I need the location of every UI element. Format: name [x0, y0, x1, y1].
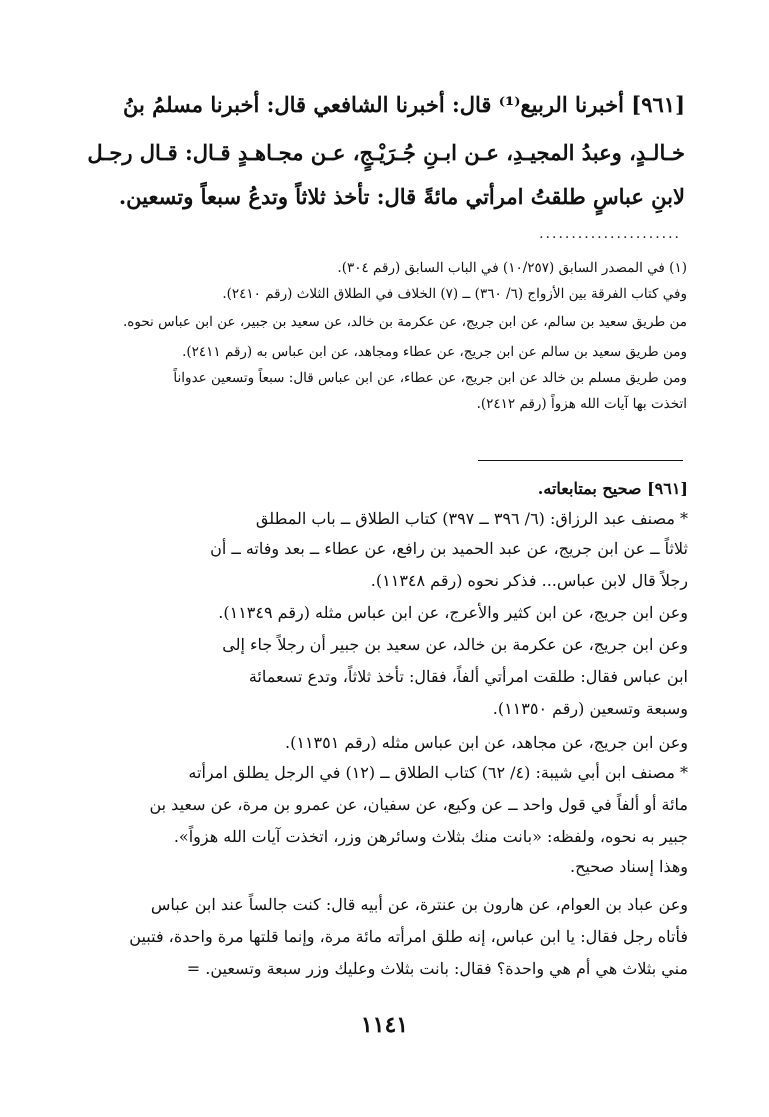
takhrij-line-4: رجلاً قال لابن عباس... فذكر نحوه (رقم ١١٣٤٨). [370, 571, 688, 590]
section-divider [478, 460, 683, 461]
takhrij-line-13: وهذا إسناد صحيح. [569, 857, 688, 876]
takhrij-line-7: ابن عباس فقال: طلقت امرأتي ألفاً، فقال: تأخذ ثلاثاً، وتدع تسعمائة [248, 667, 688, 686]
footnote-line-6: اتخذت بها آيات الله هزواً (رقم ٢٤١٢). [476, 396, 687, 412]
main-text-line-2: خـالـدٍ، وعبدُ المجيـدِ، عـن ابـنِ جُـرَيْـجٍ، عـن مجـاهـدٍ قـال: قـال رجـل [87, 140, 685, 165]
footnote-line-1: (١) في المصدر السابق (١٠/٢٥٧) في الباب السابق (رقم ٣٠٤). [337, 260, 687, 276]
takhrij-line-14: وعن عباد بن العوام، عن هارون بن عنترة، عن أبيه قال: كنت جالساً عند ابن عباس [150, 895, 688, 914]
takhrij-line-15: فأتاه رجل فقال: يا ابن عباس، إنه طلق امرأته مائة مرة، وإنما قلتها مرة واحدة، فتبين [129, 927, 688, 946]
main-text-line-1: [٩٦١] أخبرنا الربيع⁽¹⁾ قال: أخبرنا الشافعي قال: أخبرنا مسلمُ بنُ [122, 92, 685, 117]
footnote-line-2: وفي كتاب الفرقة بين الأزواج (٦/ ٣٦٠) ــ (٧) الخلاف في الطلاق الثلاث (رقم ٢٤١٠). [222, 286, 687, 302]
takhrij-line-12: جبير به نحوه، ولفظه: «بانت منك بثلاث وسائرهن وزر، اتخذت آيات الله هزواً». [173, 827, 688, 846]
page-number: ١١٤١ [360, 1012, 409, 1038]
separator-dots: ...................... [539, 226, 681, 242]
takhrij-line-9: وعن ابن جريج، عن مجاهد، عن ابن عباس مثله (رقم ١١٣٥١). [285, 733, 688, 752]
takhrij-line-8: وسبعة وتسعين (رقم ١١٣٥٠). [492, 699, 688, 718]
takhrij-heading: [٩٦١] صحيح بمتابعاته. [537, 479, 688, 498]
takhrij-line-3: ثلاثاً ــ عن ابن جريج، عن عبد الحميد بن رافع، عن عطاء ــ بعد وفاته ــ أن [210, 539, 688, 558]
takhrij-line-2: * مصنف عبد الرزاق: (٦/ ٣٩٦ ــ ٣٩٧) كتاب الطلاق ــ باب المطلق [255, 509, 688, 528]
takhrij-line-11: مائة أو ألفاً في قول واحد ــ عن وكيع، عن سفيان، عن عمرو بن مرة، عن سعيد بن [149, 795, 688, 814]
takhrij-line-16: مني بثلاث هي أم هي واحدة؟ فقال: بانت بثلاث وعليك وزر سبعة وتسعين. = [186, 959, 688, 978]
takhrij-line-6: وعن ابن جريج، عن عكرمة بن خالد، عن سعيد بن جبير أن رجلاً جاء إلى [222, 635, 688, 654]
takhrij-line-5: وعن ابن جريج، عن ابن كثير والأعرج، عن ابن عباس مثله (رقم ١١٣٤٩). [218, 603, 688, 622]
footnote-line-3: من طريق سعيد بن سالم، عن ابن جريج، عن عكرمة بن خالد، عن سعيد بن جبير، عن ابن عباس نحوه. [123, 314, 687, 330]
takhrij-line-10: * مصنف ابن أبي شيبة: (٤/ ٦٢) كتاب الطلاق ــ (١٢) في الرجل يطلق امرأته [188, 763, 688, 782]
footnote-line-5: ومن طريق مسلم بن خالد عن ابن جريج، عن عطاء، عن ابن عباس قال: سبعاً وتسعين عدواناً [173, 370, 687, 386]
main-text-line-3: لابنِ عباسٍ طلقتُ امرأتي مائةً قال: تأخذ ثلاثاً وتدعُ سبعاً وتسعين. [118, 184, 685, 209]
footnote-line-4: ومن طريق سعيد بن سالم عن ابن جريج، عن عطاء ومجاهد، عن ابن عباس به (رقم ٢٤١١). [182, 344, 687, 360]
